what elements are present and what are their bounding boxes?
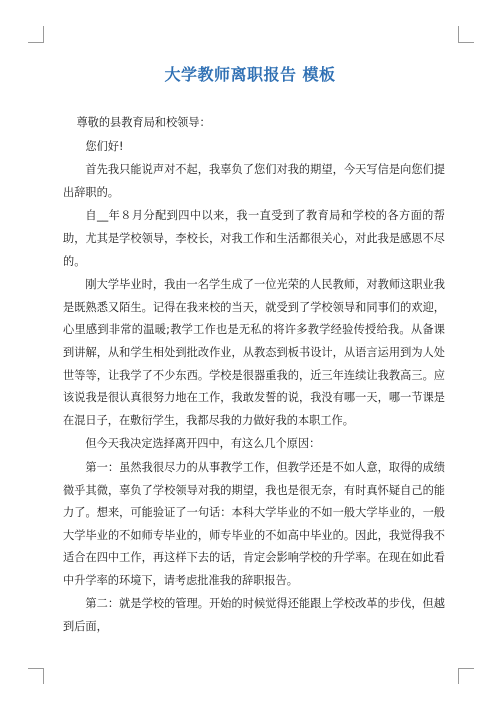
crop-mark-bottom-right-h	[458, 668, 474, 669]
greeting: 您们好!	[85, 139, 124, 153]
paragraph-experience: 刚大学毕业时，我由一名学生成了一位光荣的人民教师，对教师这职业我是既熟悉又陌生。记得在我来校的当天，就受到了学校领导和同事们的欢迎，心里感到非常的温暖;教学工作也是无私的将许多教学经验传授给我。从备课到讲解，从和学生相处到批改作业，从教态到板书设计，从语言运用到为人处世等等，让我学了不少东西。学校是很器重我的，近三年连续让我教高三。应该说我是很认真很努力地在工作，我敢发誓的说，我没有哪一天，哪一节课是在混日子，在敷衍学生，我都尽我的力做好我的本职工作。	[63, 278, 445, 427]
document-title: 大学教师离职报告 模板	[164, 65, 336, 84]
crop-mark-bottom-right-v	[458, 668, 459, 684]
paragraph-gratitude: 自__年８月分配到四中以来，我一直受到了教育局和学校的各方面的帮助，尤其是学校领导，李校长，对我工作和生活都很关心，对此我是感恩不尽的。	[63, 209, 445, 268]
paragraph-reason-one: 第一：虽然我很尽力的从事教学工作，但教学还是不如人意，取得的成绩微乎其微，辜负了学校领导对我的期望，我也是很无奈，有时真怀疑自己的能力了。想来，可能验证了一句话：本科大学毕业的不如一般大学毕业的，一般大学毕业的不如师专毕业的，师专毕业的不如高中毕业的。因此，我觉得我不适合在四中工作，再这样下去的话，肯定会影响学校的升学率。在现在如此看中升学率的环境下，请考虑批准我的辞职报告。	[63, 460, 445, 587]
paragraph-reasons-intro: 但今天我决定选择离开四中，有这么几个原因：	[85, 437, 321, 451]
document-body	[63, 112, 445, 640]
crop-mark-top-right-h	[458, 42, 474, 43]
paragraph-reason-two: 第二：就是学校的管理。开始的时候觉得还能跟上学校改革的步伐，但越到后面，	[63, 597, 445, 634]
paragraph-apology: 首先我只能说声对不起，我辜负了您们对我的期望，今天写信是向您们提出辞职的。	[63, 163, 445, 199]
crop-mark-top-left-v	[43, 26, 44, 42]
crop-mark-top-right-v	[458, 26, 459, 42]
salutation: 尊敬的县教育局和校领导：	[76, 116, 211, 129]
crop-mark-top-left-h	[28, 42, 44, 43]
crop-mark-bottom-left-v	[43, 668, 44, 684]
crop-mark-bottom-left-h	[28, 668, 44, 669]
